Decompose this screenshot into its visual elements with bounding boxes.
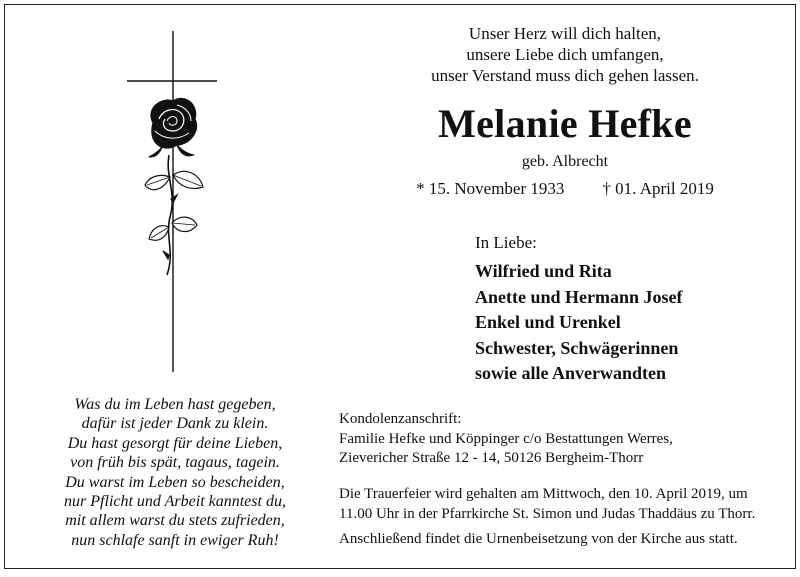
- birth-date: * 15. November 1933: [416, 179, 565, 198]
- service-line: 11.00 Uhr in der Pfarrkirche St. Simon und Judas Thaddäus zu Thorr.: [339, 505, 756, 522]
- service-line: Die Trauerfeier wird gehalten am Mittwoch, den 10. April 2019, um: [339, 486, 748, 502]
- mourner-name: Schwester, Schwägerinnen: [475, 337, 679, 358]
- poem-line: Du warst im Leben so bescheiden,: [65, 473, 285, 491]
- funeral-service-info: [339, 485, 755, 550]
- deceased-name: Melanie Hefke: [438, 101, 692, 146]
- poem-line: von früh bis spät, tagaus, tagein.: [70, 454, 280, 472]
- verse-line: unser Verstand muss dich gehen lassen.: [431, 66, 699, 85]
- mourner-name: Anette und Hermann Josef: [475, 286, 683, 307]
- poem-line: nun schlafe sanft in ewiger Ruh!: [71, 531, 279, 549]
- condolence-label: Kondolenzanschrift:: [339, 411, 462, 427]
- mourners-intro: In Liebe:: [475, 233, 537, 252]
- life-dates: [385, 178, 745, 199]
- obituary-card: [4, 4, 796, 569]
- birth-name: geb. Albrecht: [521, 153, 609, 170]
- poem-line: Du hast gesorgt für deine Lieben,: [67, 434, 283, 452]
- condolence-line: Familie Hefke und Köppinger c/o Bestattungen Werres,: [339, 430, 673, 447]
- condolence-address: [339, 410, 673, 469]
- poem-line: mit allem warst du stets zufrieden,: [65, 512, 285, 530]
- poem-line: nur Pflicht und Arbeit kanntest du,: [64, 493, 286, 511]
- verse-line: unsere Liebe dich umfangen,: [466, 45, 664, 64]
- condolence-line: Zievericher Straße 12 - 14, 50126 Bergheim-Thorr: [339, 450, 644, 466]
- poem-line: dafür ist jeder Dank zu klein.: [81, 415, 269, 433]
- burial-info: Anschließend findet die Urnenbeisetzung von der Kirche aus statt.: [339, 531, 738, 547]
- opening-verse: [385, 23, 745, 86]
- mourner-name: Wilfried und Rita: [475, 261, 612, 281]
- poem-line: Was du im Leben hast gegeben,: [74, 396, 276, 413]
- verse-line: Unser Herz will dich halten,: [468, 24, 662, 43]
- mourner-name: sowie alle Anverwandten: [475, 363, 666, 383]
- death-date: † 01. April 2019: [602, 179, 714, 198]
- rose-icon: [145, 98, 203, 275]
- mourners-list: [475, 259, 683, 387]
- cross-with-rose: [115, 27, 235, 377]
- memorial-poem: [35, 395, 315, 550]
- mourner-name: Enkel und Urenkel: [475, 312, 621, 332]
